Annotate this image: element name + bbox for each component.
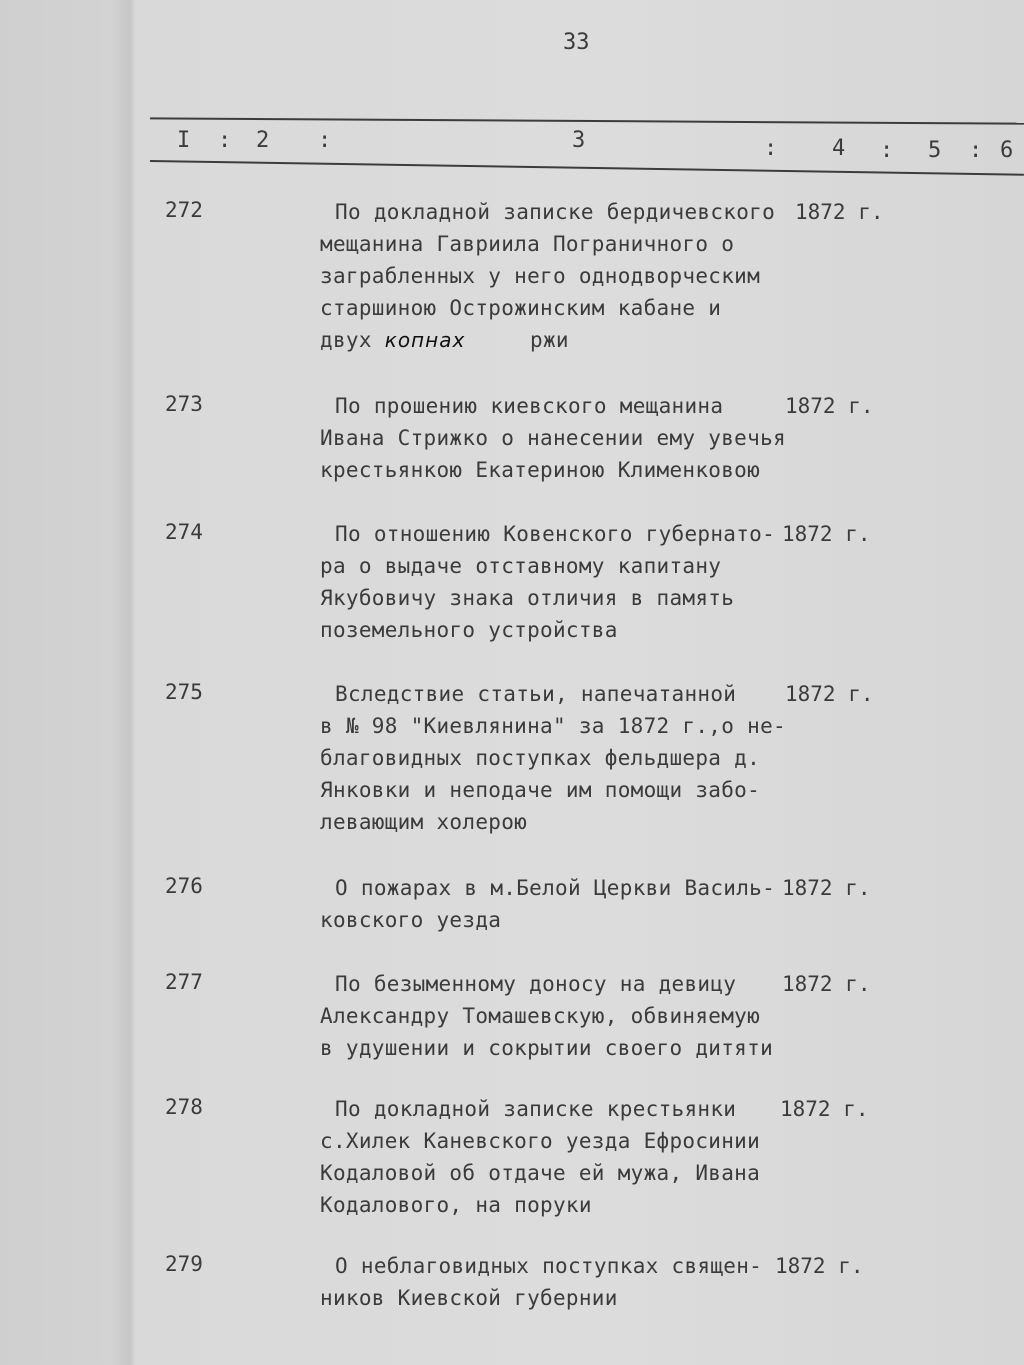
entry-text-line: Вследствие статьи, напечатанной [335, 682, 737, 706]
entry-text-line: ников Киевской губернии [320, 1286, 618, 1310]
entry-text-line: крестьянкою Екатериною Клименковою [320, 458, 761, 482]
entry-text-line: О пожарах в м.Белой Церкви Василь- [335, 876, 776, 900]
entry-text-line: левающим холерою [320, 810, 528, 834]
typed-text: двух [320, 328, 372, 352]
entry-text-line: По безыменному доносу на девицу [335, 972, 737, 996]
column-separator: : [969, 138, 983, 163]
entry-text-line: О неблаговидных поступках священ- [335, 1254, 763, 1278]
entry-text-line: благовидных поступках фельдшера д. [320, 746, 761, 770]
column-separator: : [880, 138, 894, 163]
entry-number: 275 [165, 680, 203, 704]
column-header-1: I [177, 128, 191, 153]
entry-text-line: старшиною Острожинским кабане и [320, 296, 722, 320]
entry-text-line: По докладной записке бердичевского [335, 200, 776, 224]
entry-number: 279 [165, 1252, 203, 1276]
entry-number: 278 [165, 1095, 203, 1119]
entry-number: 273 [165, 392, 203, 416]
entry-number: 277 [165, 970, 203, 994]
entry-text-line: Ивана Стрижко о нанесении ему увечья [320, 426, 786, 450]
entry-text-line: с.Хилек Каневского уезда Ефросинии [320, 1129, 761, 1153]
entry-date: 1872 г. [775, 1254, 864, 1278]
column-header-4: 4 [832, 136, 846, 161]
entry-text-line [320, 328, 569, 352]
entry-number: 272 [165, 198, 203, 222]
typed-text: ржи [530, 328, 569, 352]
entry-date: 1872 г. [782, 522, 871, 546]
column-separator: : [318, 128, 332, 153]
entry-number: 276 [165, 874, 203, 898]
entry-date: 1872 г. [782, 876, 871, 900]
entry-text-line: По прошению киевского мещанина [335, 394, 724, 418]
entry-date: 1872 г. [795, 200, 884, 224]
entry-text-line: в удушении и сокрытии своего дитяти [320, 1036, 774, 1060]
entry-date: 1872 г. [780, 1097, 869, 1121]
entry-date: 1872 г. [785, 394, 874, 418]
entry-text-line: Янковки и неподаче им помощи забо- [320, 778, 761, 802]
entry-text-line: Кодалового, на поруки [320, 1193, 592, 1217]
entry-date: 1872 г. [782, 972, 871, 996]
entry-text-line: По докладной записке крестьянки [335, 1097, 737, 1121]
column-header-6: 6 [1000, 138, 1014, 163]
column-header-5: 5 [928, 138, 942, 163]
entry-text-line: Кодаловой об отдаче ей мужа, Ивана [320, 1161, 761, 1185]
entry-text-line: ра о выдаче отставному капитану [320, 554, 722, 578]
column-separator: : [218, 128, 232, 153]
header-top-rule [150, 117, 1024, 124]
page-number: 33 [563, 30, 590, 55]
entry-text-line: Александру Томашевскую, обвиняемую [320, 1004, 761, 1028]
entry-text-line: ковского уезда [320, 908, 502, 932]
column-separator: : [764, 136, 778, 161]
entry-text-line: заграбленных у него однодворческим [320, 264, 761, 288]
entry-text-line: мещанина Гавриила Пограничного о [320, 232, 735, 256]
entry-text-line: поземельного устройства [320, 618, 618, 642]
entry-text-line: в № 98 "Киевлянина" за 1872 г.,о не- [320, 714, 786, 738]
column-header-2: 2 [256, 128, 270, 153]
entry-text-line: Якубовичу знака отличия в память [320, 586, 735, 610]
handwritten-insertion: копнах [384, 328, 466, 352]
book-spine-shadow [0, 0, 135, 1365]
column-header-3: 3 [572, 128, 586, 153]
entry-number: 274 [165, 520, 203, 544]
entry-text-line: По отношению Ковенского губернато- [335, 522, 776, 546]
entry-date: 1872 г. [785, 682, 874, 706]
